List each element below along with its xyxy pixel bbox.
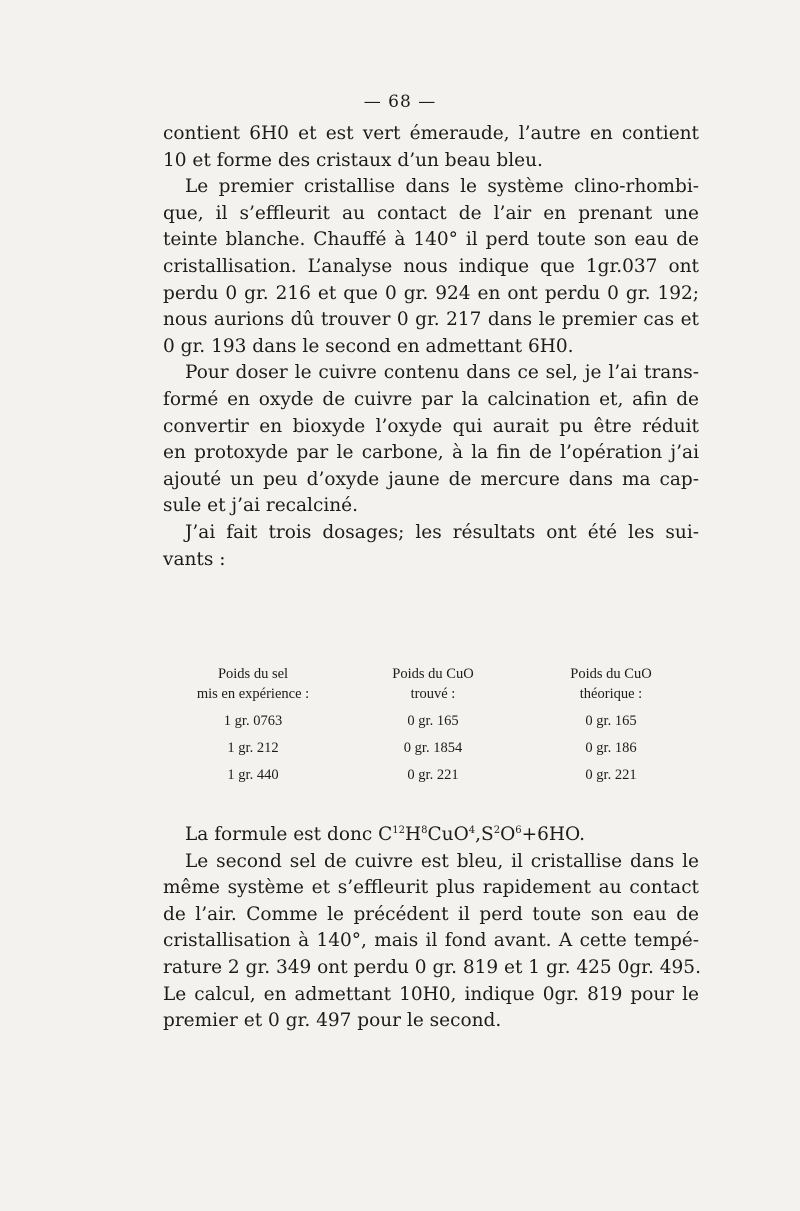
formula-part: ,S <box>475 824 494 845</box>
header-line: mis en expérience : <box>196 686 310 702</box>
table-cell: 0 gr. 221 <box>585 767 637 783</box>
table-row <box>163 735 699 762</box>
paragraph-2 <box>163 174 699 360</box>
text-after-table <box>163 822 699 1035</box>
paragraph-1 <box>163 121 699 174</box>
page-number: — 68 — <box>363 92 437 112</box>
text-line: cristallisation à 140°, mais il fond avant. A cette tempé- <box>163 930 699 952</box>
paragraph-4 <box>163 520 699 573</box>
text-line: teinte blanche. Chauffé à 140° il perd toute son eau de <box>163 229 699 251</box>
table-cell: 0 gr. 1854 <box>403 740 463 756</box>
text-line: même système et s’effleurit plus rapidement au contact <box>163 877 699 899</box>
text-line: rature 2 gr. 349 ont perdu 0 gr. 819 et 1 gr. 425 0gr. 495. <box>163 956 701 978</box>
header-line: Poids du CuO <box>570 666 652 682</box>
text-line: perdu 0 gr. 216 et que 0 gr. 924 en ont perdu 0 gr. 192; <box>163 282 699 304</box>
table-row <box>163 708 699 735</box>
text-line: premier et 0 gr. 497 pour le second. <box>163 1010 502 1032</box>
formula-part: H <box>405 824 422 845</box>
table-cell: 1 gr. 0763 <box>223 713 283 729</box>
text-line: 0 gr. 193 dans le second en admettant 6H0. <box>163 335 574 357</box>
table-header-cell <box>163 664 343 704</box>
header-line: théorique : <box>579 686 643 702</box>
header-line: trouvé : <box>410 686 456 702</box>
formula-part: CuO <box>427 824 469 845</box>
results-table <box>163 664 699 789</box>
formula-sup: 2 <box>493 825 501 836</box>
text-line: Pour doser le cuivre contenu dans ce sel, je l’ai trans- <box>185 362 699 384</box>
table-row <box>163 762 699 789</box>
table-header-cell <box>343 664 523 704</box>
text-line: convertir en bioxyde l’oxyde qui aurait pu être réduit <box>163 415 699 437</box>
text-line: vants : <box>163 548 226 570</box>
table-cell: 0 gr. 186 <box>585 740 637 756</box>
text-line: J’ai fait trois dosages; les résultats ont été les sui- <box>185 521 699 543</box>
text-line: en protoxyde par le carbone, à la fin de l’opération j’ai <box>163 442 699 464</box>
formula-sup: 4 <box>468 825 476 836</box>
text-line: nous aurions dû trouver 0 gr. 217 dans le premier cas et <box>163 309 699 331</box>
text-before-table <box>163 121 699 573</box>
text-line: de l’air. Comme le précédent il perd toute son eau de <box>163 903 699 925</box>
formula-sup: 8 <box>421 825 428 836</box>
formula-line <box>163 822 699 849</box>
paragraph-3 <box>163 360 699 520</box>
formula-part: La formule est donc C <box>185 824 393 845</box>
formula-part: +6HO. <box>521 824 586 845</box>
table-cell: 1 gr. 212 <box>227 740 279 756</box>
text-line: Le premier cristallise dans le système clino-rhombi- <box>185 176 699 198</box>
text-line: 10 et forme des cristaux d’un beau bleu. <box>163 149 543 171</box>
text-line: formé en oxyde de cuivre par la calcination et, afin de <box>163 388 699 410</box>
table-cell: 1 gr. 440 <box>227 767 279 783</box>
text-line: que, il s’effleurit au contact de l’air en prenant une <box>163 202 699 224</box>
table-cell: 0 gr. 165 <box>407 713 459 729</box>
table-cell: 0 gr. 165 <box>585 713 637 729</box>
text-line: Le calcul, en admettant 10H0, indique 0gr. 819 pour le <box>163 983 699 1005</box>
header-line: Poids du CuO <box>392 666 474 682</box>
table-header-cell <box>523 664 699 704</box>
formula-part: O <box>500 824 516 845</box>
formula-sup: 6 <box>515 825 522 836</box>
text-line: ajouté un peu d’oxyde jaune de mercure dans ma cap- <box>163 468 699 490</box>
table-cell: 0 gr. 221 <box>407 767 459 783</box>
table-header-row <box>163 664 699 704</box>
paragraph-5 <box>163 849 699 1035</box>
text-line: cristallisation. L’analyse nous indique que 1gr.037 ont <box>163 255 699 277</box>
text-line: sule et j’ai recalciné. <box>163 495 358 517</box>
text-line: contient 6H0 et est vert émeraude, l’autre en contient <box>163 123 699 144</box>
chemical-formula <box>163 822 699 849</box>
header-line: Poids du sel <box>217 666 289 682</box>
formula-sup: 12 <box>392 825 406 836</box>
text-line: Le second sel de cuivre est bleu, il cristallise dans le <box>185 850 699 872</box>
